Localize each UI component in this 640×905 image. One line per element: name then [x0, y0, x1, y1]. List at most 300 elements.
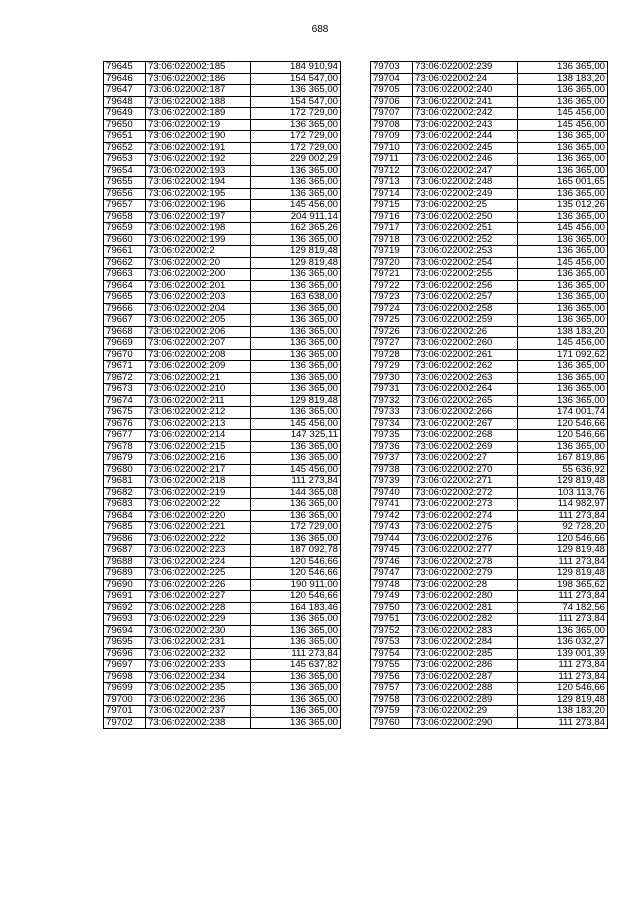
row-number-cell: 79647: [104, 85, 146, 97]
row-number-cell: 79698: [104, 671, 146, 683]
cadastral-value-cell: 145 456,00: [518, 108, 608, 120]
table-row: [104, 706, 341, 718]
row-number-cell: 79703: [371, 62, 413, 74]
cadastral-value-cell: 138 183,20: [518, 326, 608, 338]
cadastral-number-cell: 73:06:022002:186: [146, 73, 251, 85]
row-number-cell: 79748: [371, 579, 413, 591]
cadastral-value-cell: 129 819,48: [518, 694, 608, 706]
cadastral-number-cell: 73:06:022002:24: [413, 73, 518, 85]
cadastral-number-cell: 73:06:022002:231: [146, 637, 251, 649]
cadastral-number-cell: 73:06:022002:194: [146, 177, 251, 189]
row-number-cell: 79651: [104, 131, 146, 143]
cadastral-value-cell: 129 819,48: [251, 246, 341, 258]
row-number-cell: 79702: [104, 717, 146, 729]
row-number-cell: 79682: [104, 487, 146, 499]
cadastral-value-cell: 154 547,00: [251, 96, 341, 108]
cadastral-number-cell: 73:06:022002:269: [413, 441, 518, 453]
row-number-cell: 79690: [104, 579, 146, 591]
cadastral-value-cell: 120 546,66: [518, 430, 608, 442]
cadastral-number-cell: 73:06:022002:251: [413, 223, 518, 235]
cadastral-value-cell: 136 032,27: [518, 637, 608, 649]
cadastral-value-cell: 136 365,00: [251, 407, 341, 419]
table-row: [104, 395, 341, 407]
row-number-cell: 79745: [371, 545, 413, 557]
row-number-cell: 79747: [371, 568, 413, 580]
cadastral-value-cell: 136 365,00: [518, 234, 608, 246]
row-number-cell: 79728: [371, 349, 413, 361]
row-number-cell: 79742: [371, 510, 413, 522]
table-row: [104, 292, 341, 304]
cadastral-value-cell: 145 456,00: [251, 200, 341, 212]
row-number-cell: 79672: [104, 372, 146, 384]
cadastral-value-cell: 120 546,66: [518, 683, 608, 695]
cadastral-number-cell: 73:06:022002:219: [146, 487, 251, 499]
cadastral-number-cell: 73:06:022002:255: [413, 269, 518, 281]
row-number-cell: 79709: [371, 131, 413, 143]
cadastral-value-cell: 136 365,00: [518, 154, 608, 166]
cadastral-value-cell: 111 273,84: [518, 510, 608, 522]
cadastral-number-cell: 73:06:022002:201: [146, 280, 251, 292]
row-number-cell: 79735: [371, 430, 413, 442]
row-number-cell: 79716: [371, 211, 413, 223]
table-row: [371, 430, 608, 442]
row-number-cell: 79656: [104, 188, 146, 200]
row-number-cell: 79671: [104, 361, 146, 373]
cadastral-number-cell: 73:06:022002:248: [413, 177, 518, 189]
row-number-cell: 79750: [371, 602, 413, 614]
row-number-cell: 79723: [371, 292, 413, 304]
row-number-cell: 79715: [371, 200, 413, 212]
row-number-cell: 79758: [371, 694, 413, 706]
table-row: [104, 372, 341, 384]
cadastral-number-cell: 73:06:022002:21: [146, 372, 251, 384]
table-row: [104, 545, 341, 557]
cadastral-number-cell: 73:06:022002:256: [413, 280, 518, 292]
cadastral-number-cell: 73:06:022002:238: [146, 717, 251, 729]
table-row: [371, 234, 608, 246]
row-number-cell: 79734: [371, 418, 413, 430]
cadastral-number-cell: 73:06:022002:252: [413, 234, 518, 246]
row-number-cell: 79696: [104, 648, 146, 660]
cadastral-number-cell: 73:06:022002:239: [413, 62, 518, 74]
cadastral-value-cell: 138 183,20: [518, 706, 608, 718]
table-row: [371, 637, 608, 649]
row-number-cell: 79652: [104, 142, 146, 154]
cadastral-number-cell: 73:06:022002:218: [146, 476, 251, 488]
row-number-cell: 79662: [104, 257, 146, 269]
cadastral-value-cell: 167 819,86: [518, 453, 608, 465]
cadastral-number-cell: 73:06:022002:27: [413, 453, 518, 465]
cadastral-value-cell: 138 183,20: [518, 73, 608, 85]
cadastral-value-cell: 145 456,00: [251, 464, 341, 476]
cadastral-number-cell: 73:06:022002:227: [146, 591, 251, 603]
cadastral-number-cell: 73:06:022002:214: [146, 430, 251, 442]
cadastral-value-cell: 136 365,00: [518, 142, 608, 154]
table-row: [104, 556, 341, 568]
cadastral-value-cell: 136 365,00: [251, 85, 341, 97]
cadastral-value-cell: 136 365,00: [251, 625, 341, 637]
table-row: [371, 338, 608, 350]
table-row: [104, 246, 341, 258]
cadastral-number-cell: 73:06:022002:237: [146, 706, 251, 718]
row-number-cell: 79751: [371, 614, 413, 626]
cadastral-value-cell: 120 546,66: [251, 591, 341, 603]
cadastral-value-cell: 111 273,84: [518, 717, 608, 729]
table-row: [371, 108, 608, 120]
cadastral-value-cell: 136 365,00: [518, 384, 608, 396]
cadastral-number-cell: 73:06:022002:243: [413, 119, 518, 131]
table-row: [371, 292, 608, 304]
cadastral-value-cell: 129 819,48: [251, 257, 341, 269]
table-row: [371, 85, 608, 97]
table-row: [104, 280, 341, 292]
row-number-cell: 79705: [371, 85, 413, 97]
cadastral-value-cell: 74 182,56: [518, 602, 608, 614]
row-number-cell: 79736: [371, 441, 413, 453]
row-number-cell: 79717: [371, 223, 413, 235]
cadastral-number-cell: 73:06:022002:271: [413, 476, 518, 488]
cadastral-value-cell: 198 365,62: [518, 579, 608, 591]
cadastral-value-cell: 136 365,00: [518, 441, 608, 453]
cadastral-value-cell: 164 183,46: [251, 602, 341, 614]
row-number-cell: 79649: [104, 108, 146, 120]
row-number-cell: 79685: [104, 522, 146, 534]
cadastral-value-cell: 136 365,00: [518, 165, 608, 177]
row-number-cell: 79757: [371, 683, 413, 695]
row-number-cell: 79739: [371, 476, 413, 488]
row-number-cell: 79726: [371, 326, 413, 338]
cadastral-value-cell: 136 365,00: [518, 131, 608, 143]
cadastral-number-cell: 73:06:022002:234: [146, 671, 251, 683]
cadastral-number-cell: 73:06:022002:268: [413, 430, 518, 442]
cadastral-number-cell: 73:06:022002:22: [146, 499, 251, 511]
cadastral-number-cell: 73:06:022002:285: [413, 648, 518, 660]
cadastral-number-cell: 73:06:022002:217: [146, 464, 251, 476]
table-row: [104, 568, 341, 580]
table-row: [104, 165, 341, 177]
cadastral-number-cell: 73:06:022002:189: [146, 108, 251, 120]
cadastral-number-cell: 73:06:022002:191: [146, 142, 251, 154]
cadastral-value-cell: 111 273,84: [518, 591, 608, 603]
row-number-cell: 79741: [371, 499, 413, 511]
row-number-cell: 79708: [371, 119, 413, 131]
row-number-cell: 79760: [371, 717, 413, 729]
cadastral-value-cell: 204 911,14: [251, 211, 341, 223]
table-row: [104, 671, 341, 683]
cadastral-number-cell: 73:06:022002:205: [146, 315, 251, 327]
row-number-cell: 79689: [104, 568, 146, 580]
table-row: [371, 441, 608, 453]
row-number-cell: 79676: [104, 418, 146, 430]
table-row: [371, 280, 608, 292]
row-number-cell: 79706: [371, 96, 413, 108]
row-number-cell: 79666: [104, 303, 146, 315]
table-row: [104, 717, 341, 729]
row-number-cell: 79677: [104, 430, 146, 442]
cadastral-value-cell: 111 273,84: [518, 671, 608, 683]
row-number-cell: 79659: [104, 223, 146, 235]
cadastral-number-cell: 73:06:022002:277: [413, 545, 518, 557]
cadastral-number-cell: 73:06:022002:267: [413, 418, 518, 430]
cadastral-number-cell: 73:06:022002:206: [146, 326, 251, 338]
cadastral-number-cell: 73:06:022002:185: [146, 62, 251, 74]
cadastral-number-cell: 73:06:022002:290: [413, 717, 518, 729]
table-row: [104, 625, 341, 637]
table-row: [371, 591, 608, 603]
table-row: [104, 96, 341, 108]
row-number-cell: 79756: [371, 671, 413, 683]
table-row: [104, 223, 341, 235]
row-number-cell: 79680: [104, 464, 146, 476]
cadastral-number-cell: 73:06:022002:241: [413, 96, 518, 108]
cadastral-value-cell: 147 325,11: [251, 430, 341, 442]
cadastral-number-cell: 73:06:022002:247: [413, 165, 518, 177]
cadastral-number-cell: 73:06:022002:29: [413, 706, 518, 718]
row-number-cell: 79718: [371, 234, 413, 246]
cadastral-value-cell: 145 637,82: [251, 660, 341, 672]
row-number-cell: 79697: [104, 660, 146, 672]
table-body: [104, 62, 341, 729]
cadastral-value-cell: 135 012,26: [518, 200, 608, 212]
row-number-cell: 79691: [104, 591, 146, 603]
cadastral-number-cell: 73:06:022002:26: [413, 326, 518, 338]
cadastral-number-cell: 73:06:022002:262: [413, 361, 518, 373]
cadastral-value-cell: 120 546,66: [251, 556, 341, 568]
cadastral-value-cell: 136 365,00: [518, 372, 608, 384]
table-row: [104, 211, 341, 223]
cadastral-value-cell: 136 365,00: [518, 315, 608, 327]
row-number-cell: 79752: [371, 625, 413, 637]
cadastral-number-cell: 73:06:022002:232: [146, 648, 251, 660]
row-number-cell: 79674: [104, 395, 146, 407]
cadastral-value-cell: 111 273,84: [518, 556, 608, 568]
cadastral-number-cell: 73:06:022002:197: [146, 211, 251, 223]
cadastral-number-cell: 73:06:022002:266: [413, 407, 518, 419]
row-number-cell: 79700: [104, 694, 146, 706]
row-number-cell: 79753: [371, 637, 413, 649]
cadastral-value-cell: 111 273,84: [251, 648, 341, 660]
row-number-cell: 79695: [104, 637, 146, 649]
cadastral-value-cell: 136 365,00: [251, 533, 341, 545]
table-row: [104, 683, 341, 695]
table-row: [104, 430, 341, 442]
cadastral-number-cell: 73:06:022002:188: [146, 96, 251, 108]
cadastral-value-cell: 136 365,00: [251, 683, 341, 695]
cadastral-value-cell: 136 365,00: [251, 188, 341, 200]
table-row: [371, 269, 608, 281]
cadastral-number-cell: 73:06:022002:280: [413, 591, 518, 603]
cadastral-value-cell: 136 365,00: [251, 280, 341, 292]
row-number-cell: 79653: [104, 154, 146, 166]
cadastral-value-cell: 136 365,00: [251, 372, 341, 384]
cadastral-number-cell: 73:06:022002:259: [413, 315, 518, 327]
cadastral-number-cell: 73:06:022002:250: [413, 211, 518, 223]
cadastral-value-cell: 120 546,66: [518, 533, 608, 545]
cadastral-value-cell: 139 001,39: [518, 648, 608, 660]
table-row: [371, 73, 608, 85]
cadastral-number-cell: 73:06:022002:245: [413, 142, 518, 154]
table-row: [104, 188, 341, 200]
cadastral-value-cell: 136 365,00: [518, 303, 608, 315]
cadastral-value-cell: 187 092,78: [251, 545, 341, 557]
table-row: [371, 62, 608, 74]
table-row: [371, 602, 608, 614]
table-row: [104, 464, 341, 476]
cadastral-number-cell: 73:06:022002:215: [146, 441, 251, 453]
table-row: [104, 131, 341, 143]
table-row: [371, 315, 608, 327]
row-number-cell: 79727: [371, 338, 413, 350]
table-row: [104, 200, 341, 212]
cadastral-number-cell: 73:06:022002:220: [146, 510, 251, 522]
table-row: [371, 648, 608, 660]
cadastral-value-cell: 174 001,74: [518, 407, 608, 419]
cadastral-value-cell: 129 819,48: [518, 568, 608, 580]
table-row: [371, 177, 608, 189]
row-number-cell: 79713: [371, 177, 413, 189]
cadastral-number-cell: 73:06:022002:279: [413, 568, 518, 580]
cadastral-number-cell: 73:06:022002:273: [413, 499, 518, 511]
table-row: [371, 257, 608, 269]
table-row: [371, 717, 608, 729]
row-number-cell: 79646: [104, 73, 146, 85]
cadastral-number-cell: 73:06:022002:246: [413, 154, 518, 166]
cadastral-number-cell: 73:06:022002:2: [146, 246, 251, 258]
table-row: [104, 85, 341, 97]
cadastral-number-cell: 73:06:022002:207: [146, 338, 251, 350]
table-row: [371, 533, 608, 545]
cadastral-number-cell: 73:06:022002:233: [146, 660, 251, 672]
table-row: [371, 476, 608, 488]
cadastral-value-cell: 120 546,66: [518, 418, 608, 430]
cadastral-value-cell: 111 273,84: [251, 476, 341, 488]
cadastral-value-cell: 136 365,00: [518, 211, 608, 223]
row-number-cell: 79687: [104, 545, 146, 557]
cadastral-number-cell: 73:06:022002:284: [413, 637, 518, 649]
table-row: [371, 418, 608, 430]
row-number-cell: 79655: [104, 177, 146, 189]
table-row: [104, 384, 341, 396]
cadastral-number-cell: 73:06:022002:210: [146, 384, 251, 396]
row-number-cell: 79724: [371, 303, 413, 315]
row-number-cell: 79754: [371, 648, 413, 660]
cadastral-value-cell: 136 365,00: [251, 510, 341, 522]
cadastral-number-cell: 73:06:022002:258: [413, 303, 518, 315]
row-number-cell: 79711: [371, 154, 413, 166]
cadastral-number-cell: 73:06:022002:261: [413, 349, 518, 361]
table-row: [104, 591, 341, 603]
cadastral-number-cell: 73:06:022002:212: [146, 407, 251, 419]
row-number-cell: 79710: [371, 142, 413, 154]
row-number-cell: 79681: [104, 476, 146, 488]
table-row: [104, 648, 341, 660]
cadastral-table-left: [103, 61, 341, 729]
row-number-cell: 79693: [104, 614, 146, 626]
row-number-cell: 79743: [371, 522, 413, 534]
cadastral-value-cell: 120 546,66: [251, 568, 341, 580]
row-number-cell: 79669: [104, 338, 146, 350]
cadastral-number-cell: 73:06:022002:28: [413, 579, 518, 591]
table-row: [371, 165, 608, 177]
cadastral-number-cell: 73:06:022002:228: [146, 602, 251, 614]
table-row: [371, 349, 608, 361]
table-row: [371, 142, 608, 154]
row-number-cell: 79663: [104, 269, 146, 281]
row-number-cell: 79668: [104, 326, 146, 338]
table-row: [371, 154, 608, 166]
cadastral-number-cell: 73:06:022002:216: [146, 453, 251, 465]
cadastral-number-cell: 73:06:022002:225: [146, 568, 251, 580]
table-row: [371, 545, 608, 557]
cadastral-number-cell: 73:06:022002:204: [146, 303, 251, 315]
row-number-cell: 79731: [371, 384, 413, 396]
cadastral-number-cell: 73:06:022002:224: [146, 556, 251, 568]
row-number-cell: 79740: [371, 487, 413, 499]
cadastral-number-cell: 73:06:022002:198: [146, 223, 251, 235]
cadastral-number-cell: 73:06:022002:289: [413, 694, 518, 706]
row-number-cell: 79679: [104, 453, 146, 465]
cadastral-value-cell: 162 365,26: [251, 223, 341, 235]
cadastral-value-cell: 163 638,00: [251, 292, 341, 304]
row-number-cell: 79658: [104, 211, 146, 223]
cadastral-number-cell: 73:06:022002:190: [146, 131, 251, 143]
table-row: [371, 660, 608, 672]
cadastral-number-cell: 73:06:022002:25: [413, 200, 518, 212]
table-row: [104, 303, 341, 315]
table-row: [104, 234, 341, 246]
row-number-cell: 79701: [104, 706, 146, 718]
row-number-cell: 79746: [371, 556, 413, 568]
cadastral-value-cell: 136 365,00: [251, 269, 341, 281]
cadastral-number-cell: 73:06:022002:260: [413, 338, 518, 350]
row-number-cell: 79660: [104, 234, 146, 246]
table-row: [104, 407, 341, 419]
cadastral-value-cell: 145 456,00: [518, 119, 608, 131]
table-row: [371, 694, 608, 706]
cadastral-number-cell: 73:06:022002:203: [146, 292, 251, 304]
cadastral-value-cell: 136 365,00: [518, 188, 608, 200]
table-row: [104, 349, 341, 361]
row-number-cell: 79684: [104, 510, 146, 522]
cadastral-value-cell: 136 365,00: [251, 234, 341, 246]
cadastral-value-cell: 184 910,94: [251, 62, 341, 74]
table-row: [104, 522, 341, 534]
table-row: [371, 556, 608, 568]
cadastral-value-cell: 136 365,00: [251, 441, 341, 453]
row-number-cell: 79725: [371, 315, 413, 327]
page-number: 688: [311, 24, 329, 35]
cadastral-value-cell: 55 636,92: [518, 464, 608, 476]
cadastral-value-cell: 129 819,48: [518, 476, 608, 488]
table-row: [371, 395, 608, 407]
row-number-cell: 79721: [371, 269, 413, 281]
row-number-cell: 79699: [104, 683, 146, 695]
row-number-cell: 79749: [371, 591, 413, 603]
cadastral-number-cell: 73:06:022002:276: [413, 533, 518, 545]
table-row: [104, 177, 341, 189]
table-row: [104, 579, 341, 591]
row-number-cell: 79686: [104, 533, 146, 545]
table-row: [104, 142, 341, 154]
cadastral-value-cell: 103 113,76: [518, 487, 608, 499]
cadastral-value-cell: 136 365,00: [518, 85, 608, 97]
table-row: [104, 62, 341, 74]
cadastral-table-right: [370, 61, 608, 729]
cadastral-value-cell: 229 002,29: [251, 154, 341, 166]
cadastral-value-cell: 136 365,00: [518, 96, 608, 108]
table-row: [104, 119, 341, 131]
table-row: [104, 602, 341, 614]
